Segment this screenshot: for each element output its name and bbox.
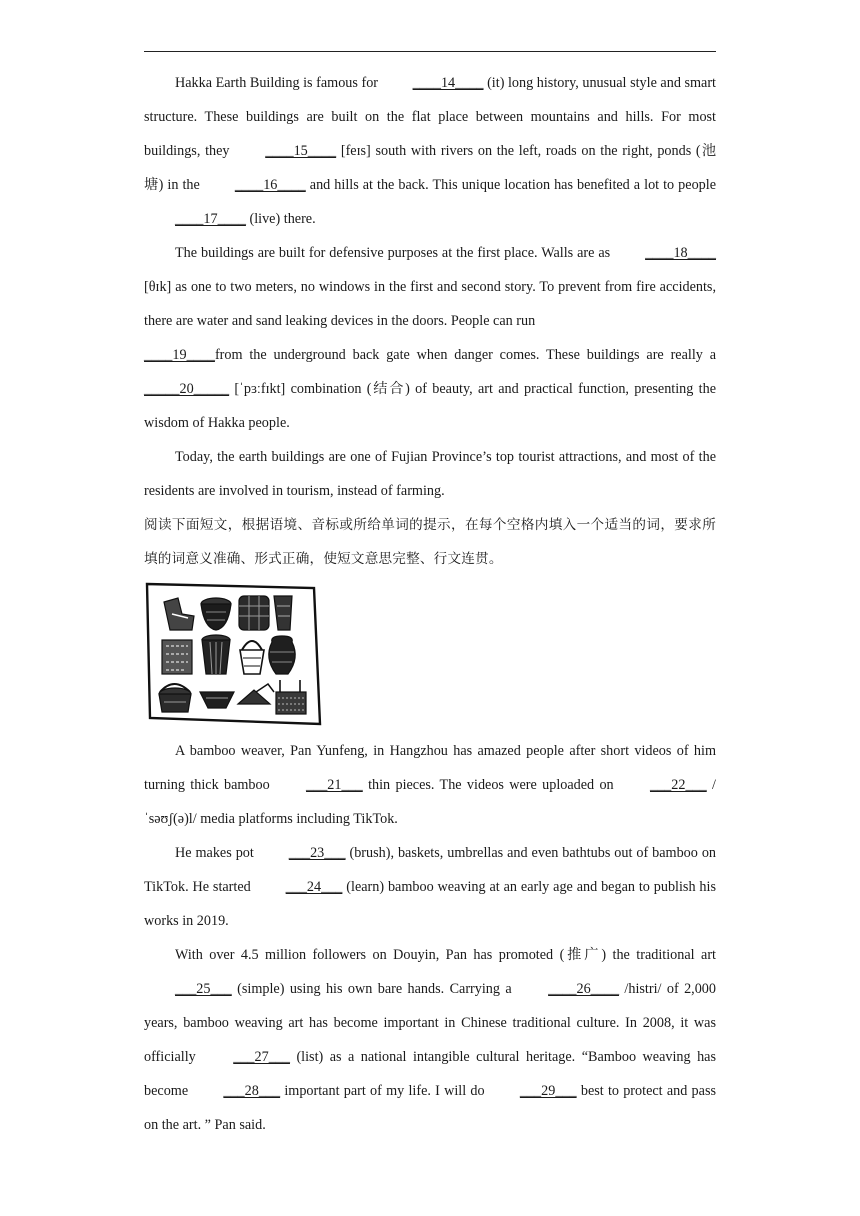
- header-rule: [144, 51, 716, 52]
- bamboo-box-icon: [162, 640, 192, 674]
- paragraph-bamboo-2: [144, 836, 716, 938]
- paragraph-hakka-1: [144, 66, 716, 236]
- text-run: /histri/ of 2,000 years, bamboo weaving art has become important in Chinese traditional culture. In 2008, it was officially: [144, 981, 716, 1065]
- text-run: [feɪs] south with rivers on the left, roads on the right, ponds (池塘) in the: [144, 143, 717, 193]
- paragraph-bamboo-1: [144, 734, 716, 836]
- text-run: /ˈsəʊʃ(ə)l/ media platforms including TikTok.: [144, 777, 716, 827]
- blank-23: ___23___: [288, 845, 346, 861]
- instruction-text: 阅读下面短文，根据语境、音标或所给单词的提示，在每个空格内填入一个适当的词，要求所填的词意义准确、形式正确，使短文意思完整、行文连贯。: [144, 517, 716, 567]
- text-run: He makes pot: [175, 845, 258, 861]
- blank-16: ____16____: [234, 177, 306, 193]
- paragraph-hakka-2-cont: [144, 338, 716, 440]
- bamboo-crafts-illustration: [144, 580, 324, 728]
- blank-25: ___25___: [175, 981, 232, 997]
- text-run: With over 4.5 million followers on Douyin, Pan has promoted (推广) the traditional art: [175, 947, 716, 963]
- blank-20: _____20_____: [144, 381, 230, 397]
- text-run: (list) as a national intangible cultural heritage. “Bamboo weaving has become: [144, 1049, 716, 1099]
- blank-27: ___27___: [233, 1049, 290, 1065]
- text-run: A bamboo weaver, Pan Yunfeng, in Hangzhou has amazed people after short videos of him turning thick bamboo: [144, 743, 716, 793]
- blank-17: ____17____: [175, 211, 246, 227]
- text-run: (it) long history, unusual style and smart structure. These buildings are built on the flat place between mountains and hills. For most buildings, they: [144, 75, 716, 159]
- blank-26: ____26____: [548, 981, 620, 997]
- text-run: [θɪk] as one to two meters, no windows in the first and second story. To prevent from fire accidents, there are water and sand leaking devices in the doors. People can run: [144, 279, 716, 329]
- blank-24: ___24___: [285, 879, 343, 895]
- text-run: from the underground back gate when danger comes. These buildings are really a: [214, 347, 716, 363]
- text-run: Hakka Earth Building is famous for: [175, 75, 382, 91]
- blank-19: ____19____: [144, 347, 215, 363]
- bamboo-stacked-baskets-icon: [239, 596, 269, 630]
- text-run: The buildings are built for defensive purposes at the first place. Walls are as: [175, 245, 615, 261]
- blank-15: ____15____: [265, 143, 337, 159]
- bamboo-urn-icon: [269, 636, 295, 674]
- blank-14: ____14____: [412, 75, 484, 91]
- blank-18: ____18____: [645, 245, 716, 261]
- bamboo-lidded-basket-icon: [159, 684, 191, 712]
- blank-29: ___29___: [519, 1083, 577, 1099]
- blank-28: ___28___: [223, 1083, 281, 1099]
- text-run: (learn) bamboo weaving at an early age and began to publish his works in 2019.: [144, 879, 716, 929]
- text-run: thin pieces. The videos were uploaded on: [362, 777, 619, 793]
- text-run: important part of my life. I will do: [280, 1083, 489, 1099]
- blank-22: ___22___: [649, 777, 707, 793]
- text-run: (live) there.: [245, 211, 316, 227]
- paragraph-hakka-2: [144, 236, 716, 338]
- blank-21: ___21___: [306, 777, 363, 793]
- bamboo-crafts-figure: [144, 580, 716, 732]
- text-run: and hills at the back. This unique location has benefited a lot to people: [305, 177, 716, 193]
- text-run: (brush), baskets, umbrellas and even bathtubs out of bamboo on TikTok. He started: [144, 845, 717, 895]
- text-run: best to protect and pass on the art. ” Pan said.: [144, 1083, 716, 1133]
- document-body: [144, 66, 716, 1142]
- bamboo-bucket-icon: [202, 635, 230, 674]
- paragraph-hakka-3: Today, the earth buildings are one of Fujian Province’s top tourist attractions, and most of the residents are involved in tourism, instead of farming.: [144, 449, 716, 499]
- text-run: [ˈpɜːfɪkt] combination (结合) of beauty, art and practical function, presenting the wisdom of Hakka people.: [144, 381, 716, 431]
- text-run: (simple) using his own bare hands. Carrying a: [231, 981, 518, 997]
- paragraph-bamboo-3: [144, 938, 716, 1142]
